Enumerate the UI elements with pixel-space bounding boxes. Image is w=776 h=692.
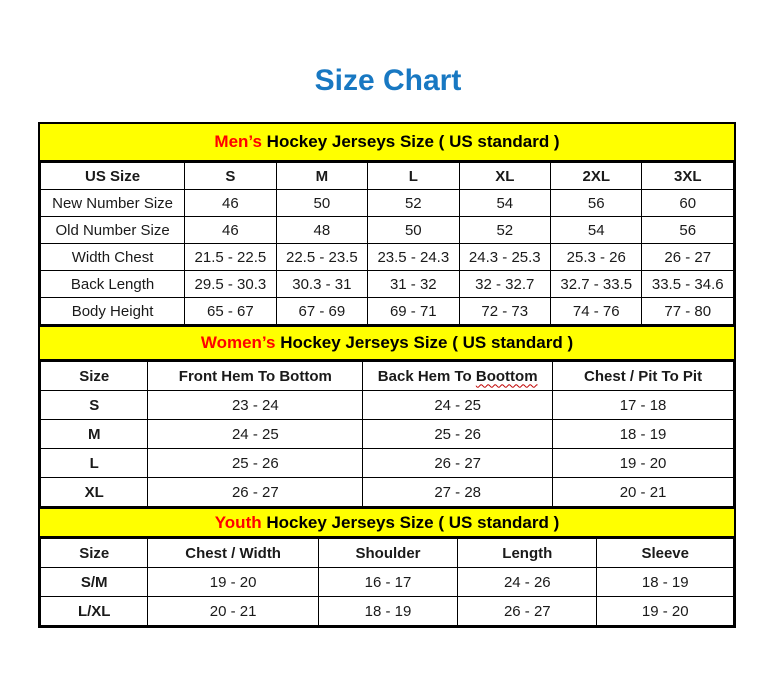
youth-cell: 24 - 26 — [458, 568, 597, 597]
womens-column-header: Front Hem To Bottom — [148, 362, 363, 391]
mens-cell: 50 — [368, 217, 459, 244]
womens-section-banner — [40, 325, 734, 361]
mens-column-header: 2XL — [551, 163, 642, 190]
mens-cell: 22.5 - 23.5 — [276, 244, 367, 271]
youth-column-header: Sleeve — [597, 539, 734, 568]
mens-cell: 52 — [459, 217, 550, 244]
womens-table-row — [41, 478, 734, 507]
size-chart-box — [38, 122, 736, 628]
mens-cell: 50 — [276, 190, 367, 217]
youth-banner-highlight: Youth — [214, 513, 262, 532]
mens-cell: 29.5 - 30.3 — [185, 271, 276, 298]
mens-cell: 30.3 - 31 — [276, 271, 367, 298]
mens-cell: 72 - 73 — [459, 298, 550, 325]
womens-cell: 19 - 20 — [553, 449, 734, 478]
youth-cell: 20 - 21 — [148, 597, 318, 626]
mens-table-row — [41, 271, 734, 298]
womens-column-header: Chest / Pit To Pit — [553, 362, 734, 391]
youth-cell: 26 - 27 — [458, 597, 597, 626]
womens-cell: 17 - 18 — [553, 391, 734, 420]
womens-cell: 24 - 25 — [148, 420, 363, 449]
womens-banner-text: Hockey Jerseys Size ( US standard ) — [275, 333, 574, 352]
womens-row-label: S — [41, 391, 148, 420]
mens-row-label: Back Length — [41, 271, 185, 298]
mens-column-header: 3XL — [642, 163, 734, 190]
womens-table-row — [41, 420, 734, 449]
youth-table-row — [41, 568, 734, 597]
mens-cell: 60 — [642, 190, 734, 217]
mens-banner-text: Hockey Jerseys Size ( US standard ) — [261, 132, 560, 151]
mens-header-row — [41, 163, 734, 190]
mens-banner-highlight: Men’s — [214, 132, 262, 151]
mens-cell: 31 - 32 — [368, 271, 459, 298]
womens-table-row — [41, 449, 734, 478]
mens-cell: 74 - 76 — [551, 298, 642, 325]
youth-column-header: Chest / Width — [148, 539, 318, 568]
mens-row-label: Old Number Size — [41, 217, 185, 244]
mens-cell: 25.3 - 26 — [551, 244, 642, 271]
mens-table-row — [41, 298, 734, 325]
mens-column-header: US Size — [41, 163, 185, 190]
mens-cell: 23.5 - 24.3 — [368, 244, 459, 271]
mens-table-row — [41, 244, 734, 271]
mens-row-label: Body Height — [41, 298, 185, 325]
youth-cell: 18 - 19 — [318, 597, 457, 626]
mens-cell: 46 — [185, 217, 276, 244]
mens-row-label: Width Chest — [41, 244, 185, 271]
mens-cell: 24.3 - 25.3 — [459, 244, 550, 271]
youth-column-header: Shoulder — [318, 539, 457, 568]
mens-table-row — [41, 217, 734, 244]
youth-cell: 19 - 20 — [148, 568, 318, 597]
mens-cell: 69 - 71 — [368, 298, 459, 325]
youth-size-table — [40, 538, 734, 626]
youth-table-row — [41, 597, 734, 626]
mens-column-header: L — [368, 163, 459, 190]
youth-cell: 18 - 19 — [597, 568, 734, 597]
youth-row-label: S/M — [41, 568, 148, 597]
womens-row-label: L — [41, 449, 148, 478]
mens-section-banner — [40, 124, 734, 162]
mens-cell: 48 — [276, 217, 367, 244]
mens-column-header: S — [185, 163, 276, 190]
youth-row-label: L/XL — [41, 597, 148, 626]
womens-row-label: M — [41, 420, 148, 449]
mens-cell: 54 — [459, 190, 550, 217]
youth-section-banner — [40, 507, 734, 538]
youth-column-header: Size — [41, 539, 148, 568]
mens-row-label: New Number Size — [41, 190, 185, 217]
mens-cell: 56 — [642, 217, 734, 244]
mens-column-header: XL — [459, 163, 550, 190]
womens-cell: 24 - 25 — [363, 391, 553, 420]
mens-cell: 46 — [185, 190, 276, 217]
youth-cell: 16 - 17 — [318, 568, 457, 597]
womens-size-table — [40, 361, 734, 507]
mens-cell: 52 — [368, 190, 459, 217]
mens-cell: 67 - 69 — [276, 298, 367, 325]
mens-cell: 54 — [551, 217, 642, 244]
womens-cell: 25 - 26 — [363, 420, 553, 449]
mens-table-row — [41, 190, 734, 217]
womens-table-row — [41, 391, 734, 420]
mens-cell: 77 - 80 — [642, 298, 734, 325]
womens-column-header — [363, 362, 553, 391]
womens-header-row — [41, 362, 734, 391]
mens-cell: 32 - 32.7 — [459, 271, 550, 298]
womens-cell: 20 - 21 — [553, 478, 734, 507]
womens-cell: 26 - 27 — [148, 478, 363, 507]
mens-cell: 21.5 - 22.5 — [185, 244, 276, 271]
mens-size-table — [40, 162, 734, 325]
womens-column-header-misspelled-word: Boottom — [475, 367, 538, 385]
womens-cell: 23 - 24 — [148, 391, 363, 420]
page-title: Size Chart — [314, 64, 462, 97]
womens-banner-highlight: Women’s — [200, 333, 276, 352]
womens-cell: 26 - 27 — [363, 449, 553, 478]
youth-column-header: Length — [458, 539, 597, 568]
mens-cell: 65 - 67 — [185, 298, 276, 325]
youth-cell: 19 - 20 — [597, 597, 734, 626]
womens-row-label: XL — [41, 478, 148, 507]
womens-cell: 18 - 19 — [553, 420, 734, 449]
mens-cell: 56 — [551, 190, 642, 217]
youth-banner-text: Hockey Jerseys Size ( US standard ) — [261, 513, 560, 532]
womens-cell: 27 - 28 — [363, 478, 553, 507]
mens-cell: 26 - 27 — [642, 244, 734, 271]
youth-header-row — [41, 539, 734, 568]
womens-cell: 25 - 26 — [148, 449, 363, 478]
womens-column-header: Size — [41, 362, 148, 391]
mens-cell: 33.5 - 34.6 — [642, 271, 734, 298]
mens-cell: 32.7 - 33.5 — [551, 271, 642, 298]
mens-column-header: M — [276, 163, 367, 190]
womens-column-header-prefix: Back Hem To — [377, 367, 476, 385]
